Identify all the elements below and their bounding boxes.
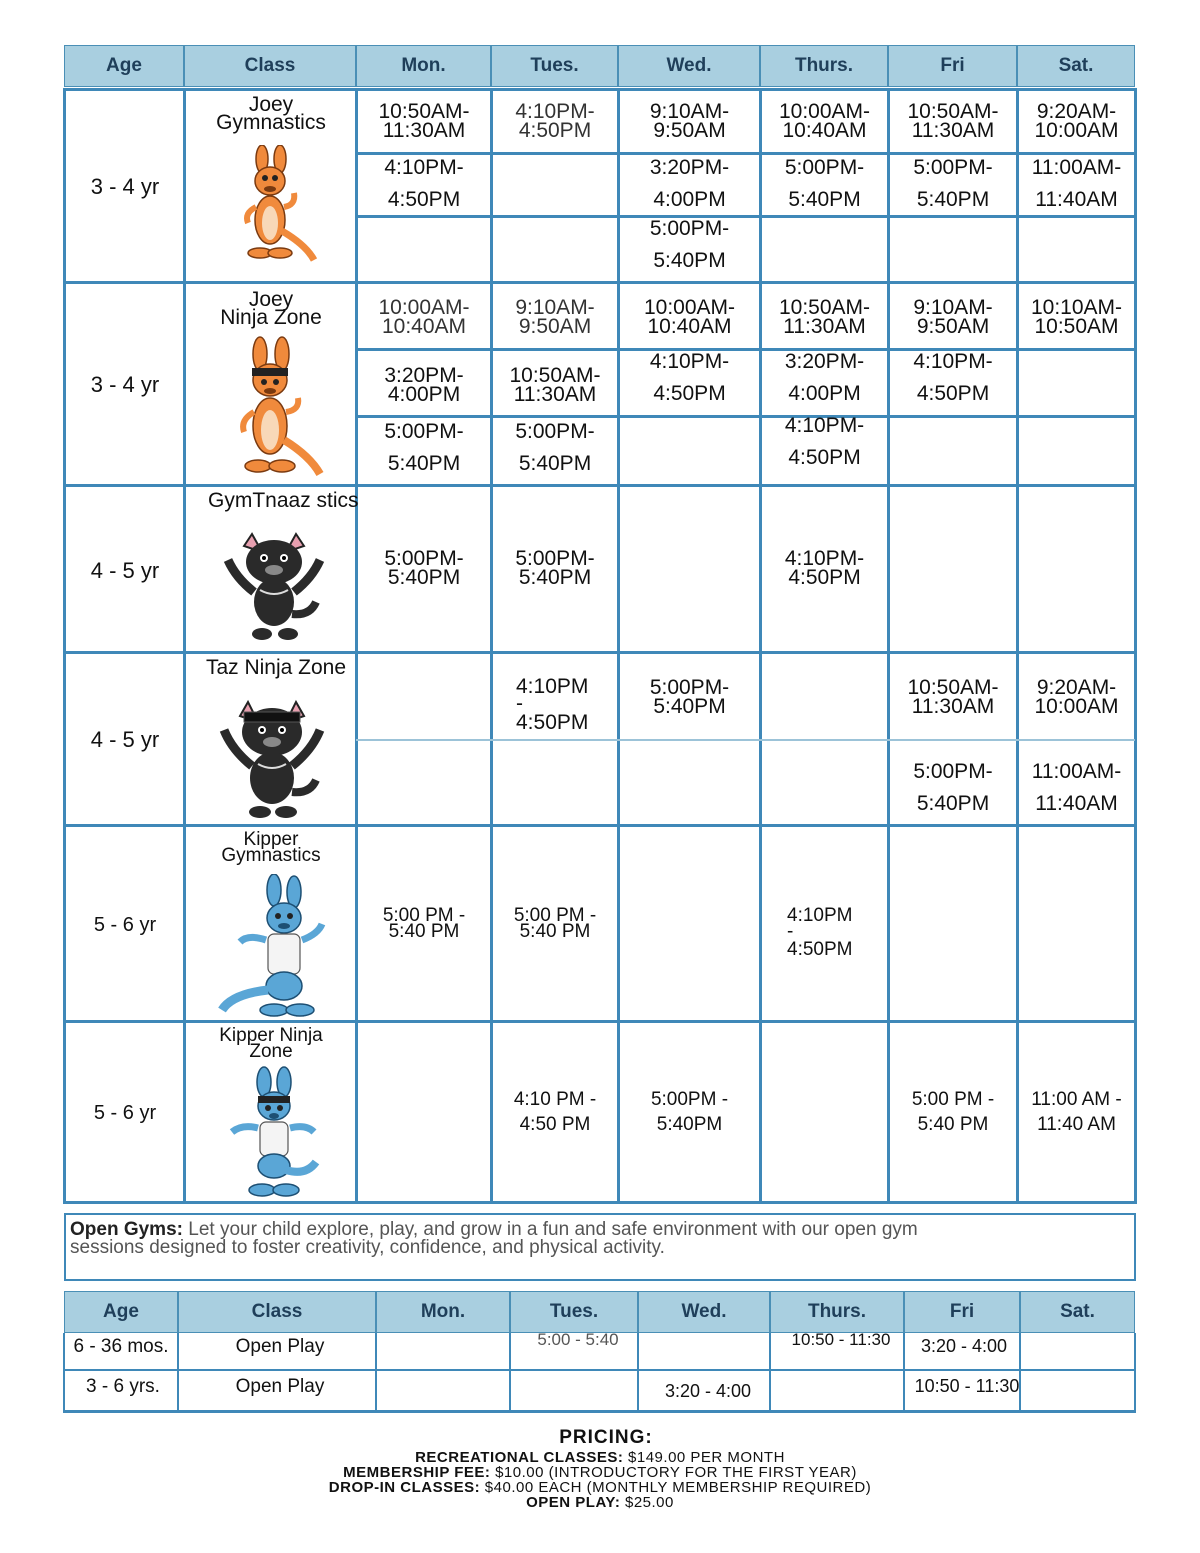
time-line: 3:20PM- <box>384 364 464 387</box>
time-line: 11:00AM- <box>1031 760 1122 783</box>
time-line: 10:50AM- <box>509 364 601 387</box>
time-line: 5:40PM <box>518 452 592 475</box>
time-slot: 10:50 - 11:30 <box>914 1376 1020 1396</box>
time-line: 5:40PM <box>916 792 990 815</box>
grid-line <box>64 1369 1136 1371</box>
pricing-label: RECREATIONAL CLASSES: <box>415 1449 624 1466</box>
age-label: 3 - 6 yrs. <box>86 1376 160 1397</box>
time-line: 5:40PM <box>656 1114 723 1135</box>
time-line: 11:00AM- <box>1031 156 1122 179</box>
header-sat: Sat. <box>1017 45 1135 87</box>
time-line: 10:50AM- <box>778 296 871 319</box>
time-slot <box>619 292 760 342</box>
time-slot <box>492 674 618 738</box>
time-line: 3:20PM- <box>784 350 865 373</box>
time-line: 5:40PM <box>518 566 592 589</box>
class-name-line: Gymnastics <box>216 111 326 134</box>
grid-line <box>490 88 493 1204</box>
time-line: 5:40 PM <box>519 921 591 942</box>
class-name-line: Kipper Ninja <box>219 1025 323 1046</box>
time-line: 4:50PM <box>916 382 990 405</box>
pricing-label: OPEN PLAY: <box>526 1494 621 1511</box>
pricing-value: $40.00 EACH (MONTHLY MEMBERSHIP REQUIRED) <box>480 1479 872 1496</box>
open-gyms-label: Open Gyms: <box>70 1219 183 1240</box>
time-line: 9:50AM <box>653 119 726 142</box>
header-sat: Sat. <box>1020 1291 1135 1333</box>
time-line: 4:50PM <box>653 382 726 405</box>
time-line: 5:40PM <box>387 452 461 475</box>
header-tue: Tues. <box>491 45 618 87</box>
time-line: - <box>787 921 794 942</box>
time-line: 5:00PM- <box>649 217 730 240</box>
time-line: 10:00AM <box>1034 119 1119 142</box>
time-slot <box>889 154 1017 214</box>
time-line: 5:00 PM - <box>911 1089 995 1110</box>
open-gyms-description <box>64 1213 1136 1281</box>
time-slot <box>619 154 760 214</box>
header-mon: Mon. <box>376 1291 510 1333</box>
header-class: Class <box>178 1291 376 1333</box>
grid-line <box>64 824 1136 827</box>
pricing-value: $10.00 (INTRODUCTORY FOR THE FIRST YEAR) <box>490 1464 857 1481</box>
time-line: 10:00AM- <box>643 296 736 319</box>
class-name-line: Gymnastics <box>221 845 321 866</box>
time-line: 11:30AM <box>783 315 866 338</box>
time-line: 10:40AM <box>782 119 867 142</box>
time-line: 11:40AM <box>1035 188 1118 211</box>
time-line: 4:50PM <box>787 939 853 960</box>
grid-line <box>64 281 1136 284</box>
open-gyms-text: Let your child explore, play, and grow in a fun and safe environment with our open gym <box>182 1219 918 1240</box>
time-line: 5:00PM- <box>784 156 865 179</box>
orange-kangaroo-ninja-icon <box>232 336 324 478</box>
time-slot <box>761 98 888 144</box>
class-name <box>186 829 356 866</box>
time-line: 4:10PM- <box>913 350 993 373</box>
time-line: 9:50AM <box>518 315 592 338</box>
time-line: 5:40 PM <box>388 921 460 942</box>
class-name-line: Ninja Zone <box>220 306 322 329</box>
time-line: 9:50AM <box>916 315 990 338</box>
time-line: 10:50AM <box>1034 315 1119 338</box>
time-line: 4:10PM <box>787 905 853 926</box>
orange-kangaroo-icon <box>236 145 318 265</box>
time-line: 11:40AM <box>1035 792 1118 815</box>
class-name: Open Play <box>235 1376 325 1397</box>
time-slot <box>492 904 618 944</box>
time-line: 4:10PM- <box>515 100 595 123</box>
time-line: 11:00 AM - <box>1031 1089 1122 1110</box>
pricing-line <box>0 1480 1200 1495</box>
class-name: Open Play <box>235 1336 325 1357</box>
time-slot <box>492 416 618 480</box>
time-slot <box>761 154 888 214</box>
class-name-line: Joey <box>248 288 294 311</box>
time-slot <box>492 1086 618 1138</box>
time-line: 9:10AM- <box>515 296 595 319</box>
pricing-label: DROP-IN CLASSES: <box>328 1479 481 1496</box>
time-line: 5:00PM- <box>515 547 595 570</box>
time-slot <box>357 416 491 480</box>
header-age: Age <box>64 45 184 87</box>
time-slot <box>619 674 760 720</box>
time-line: 4:50PM <box>387 188 461 211</box>
class-name <box>186 1025 356 1062</box>
time-slot <box>761 410 888 474</box>
header-class: Class <box>184 45 356 87</box>
time-slot <box>1018 756 1135 820</box>
tasmanian-devil-ninja-icon <box>218 698 326 820</box>
time-line: 5:00 PM - <box>513 905 597 926</box>
time-line: 5:40PM <box>387 566 461 589</box>
time-line: 4:50PM <box>788 446 861 469</box>
pricing-line <box>0 1465 1200 1480</box>
time-line: 11:30AM <box>911 119 995 142</box>
time-line: 11:40 AM <box>1037 1114 1116 1135</box>
time-line: 9:20AM- <box>1036 676 1117 699</box>
blue-kangaroo-icon <box>218 874 328 1018</box>
time-slot <box>619 1086 760 1138</box>
time-line: 9:10AM- <box>649 100 730 123</box>
pricing-value: $25.00 <box>620 1494 674 1511</box>
time-line: 4:10PM- <box>384 156 464 179</box>
time-slot <box>357 154 491 214</box>
time-line: 4:50PM <box>516 711 589 734</box>
time-line: 9:10AM- <box>913 296 993 319</box>
class-name-line: Kipper <box>243 829 299 850</box>
class-name-line: Zone <box>249 1041 293 1062</box>
time-line: 5:00PM- <box>515 420 595 443</box>
blue-kangaroo-ninja-icon <box>222 1066 322 1198</box>
time-line: 10:40AM <box>647 315 732 338</box>
time-line: 4:00PM <box>387 383 461 406</box>
grid-line <box>1134 1333 1136 1413</box>
time-slot <box>889 98 1017 144</box>
time-slot <box>761 292 888 342</box>
time-line: 11:30AM <box>382 119 466 142</box>
age-label: 3 - 4 yr <box>90 174 160 199</box>
time-line: 11:30AM <box>911 695 995 718</box>
grid-line <box>64 651 1136 654</box>
age-label: 5 - 6 yr <box>93 1101 157 1124</box>
time-line: 10:40AM <box>381 315 467 338</box>
class-name <box>186 93 356 134</box>
time-line: - <box>516 692 523 715</box>
header-fri: Fri <box>904 1291 1020 1333</box>
age-label: 3 - 4 yr <box>90 372 160 397</box>
time-slot <box>492 360 618 410</box>
time-line: 4:10PM- <box>649 350 730 373</box>
time-slot <box>889 674 1017 720</box>
time-line: 10:50AM- <box>378 100 470 123</box>
age-label: 4 - 5 yr <box>90 558 160 583</box>
time-slot <box>357 360 491 410</box>
time-line: 4:10PM <box>516 675 589 698</box>
header-age: Age <box>64 1291 178 1333</box>
time-line: 10:00AM- <box>378 296 470 319</box>
time-slot <box>492 545 618 591</box>
header-thu: Thurs. <box>770 1291 904 1333</box>
time-slot <box>492 292 618 342</box>
grid-line <box>64 1020 1136 1023</box>
time-slot <box>889 292 1017 342</box>
time-slot <box>889 1086 1017 1138</box>
time-line: 4:50PM <box>788 566 861 589</box>
header-thu: Thurs. <box>760 45 888 87</box>
pricing-line <box>0 1450 1200 1465</box>
time-slot <box>619 98 760 144</box>
time-slot <box>1018 674 1135 720</box>
time-line: 10:00AM- <box>778 100 871 123</box>
header-wed: Wed. <box>638 1291 770 1333</box>
time-slot: 3:20 - 4:00 <box>920 1336 1008 1356</box>
grid-line <box>1134 88 1137 1204</box>
time-line: 10:50AM- <box>907 676 999 699</box>
time-line: 5:40PM <box>916 188 990 211</box>
time-line: 4:00PM <box>788 382 861 405</box>
pricing-value: $149.00 PER MONTH <box>623 1449 785 1466</box>
time-line: 3:20PM- <box>649 156 730 179</box>
grid-line <box>1016 88 1019 1204</box>
time-line: 10:10AM- <box>1030 296 1123 319</box>
age-label: 6 - 36 mos. <box>73 1336 169 1357</box>
time-slot <box>761 545 888 591</box>
time-slot <box>761 346 888 410</box>
tasmanian-devil-icon <box>222 530 326 642</box>
time-slot <box>761 904 888 964</box>
time-line: 5:40 PM <box>917 1114 989 1135</box>
header-fri: Fri <box>888 45 1017 87</box>
class-name <box>186 656 366 679</box>
time-slot: 5:00 - 5:40 <box>537 1330 619 1349</box>
time-line: 5:40PM <box>788 188 861 211</box>
time-line: 11:30AM <box>513 383 597 406</box>
pricing-title: PRICING: <box>559 1427 653 1448</box>
time-slot <box>1018 98 1135 144</box>
time-line: 5:00PM- <box>384 547 464 570</box>
time-slot <box>357 545 491 591</box>
time-slot <box>889 756 1017 820</box>
time-line: 4:50PM <box>518 119 592 142</box>
time-slot <box>619 346 760 410</box>
time-slot <box>1018 1086 1135 1138</box>
time-slot <box>1018 154 1135 214</box>
time-slot <box>1018 292 1135 342</box>
grid-line <box>64 1410 1136 1413</box>
time-line: 5:00 PM - <box>382 905 466 926</box>
age-label: 5 - 6 yr <box>93 913 157 936</box>
time-line: 5:40PM <box>653 249 726 272</box>
time-line: 5:00PM- <box>649 676 730 699</box>
pricing-label: MEMBERSHIP FEE: <box>343 1464 491 1481</box>
time-line: 10:50AM- <box>907 100 999 123</box>
time-line: 4:50 PM <box>519 1114 591 1135</box>
time-slot: 10:50 - 11:30 <box>791 1330 891 1349</box>
time-slot <box>492 98 618 144</box>
open-gyms-text-line2: sessions designed to foster creativity, confidence, and physical activity. <box>70 1237 665 1258</box>
grid-line <box>356 739 1135 741</box>
time-slot <box>889 346 1017 410</box>
time-line: 5:00PM - <box>650 1089 729 1110</box>
time-slot <box>357 98 491 144</box>
grid-line <box>887 88 890 1204</box>
grid-line <box>64 88 1136 91</box>
time-line: 5:00PM- <box>913 760 993 783</box>
class-name <box>186 489 406 512</box>
time-slot: 3:20 - 4:00 <box>664 1381 752 1401</box>
time-line: 5:40PM <box>653 695 726 718</box>
time-line: 10:00AM <box>1034 695 1119 718</box>
time-line: 4:00PM <box>653 188 726 211</box>
time-slot <box>619 214 760 276</box>
pricing-line <box>0 1495 1200 1510</box>
time-slot <box>357 904 491 944</box>
grid-line <box>64 1201 1136 1204</box>
class-name-line: Taz Ninja Zone <box>205 656 347 679</box>
time-line: 4:10PM- <box>784 547 865 570</box>
grid-line <box>64 484 1136 487</box>
class-name-line: GymTnaaz stics <box>208 489 359 512</box>
grid-line <box>63 88 66 1204</box>
time-line: 5:00PM- <box>384 420 464 443</box>
time-line: 4:10PM- <box>784 414 865 437</box>
header-wed: Wed. <box>618 45 760 87</box>
class-name <box>186 288 356 329</box>
time-line: 4:10 PM - <box>513 1089 597 1110</box>
header-mon: Mon. <box>356 45 491 87</box>
time-line: 9:20AM- <box>1036 100 1117 123</box>
header-tue: Tues. <box>510 1291 638 1333</box>
time-line: 5:00PM- <box>913 156 993 179</box>
time-slot <box>357 292 491 342</box>
class-name-line: Joey <box>248 93 294 116</box>
age-label: 4 - 5 yr <box>90 727 160 752</box>
